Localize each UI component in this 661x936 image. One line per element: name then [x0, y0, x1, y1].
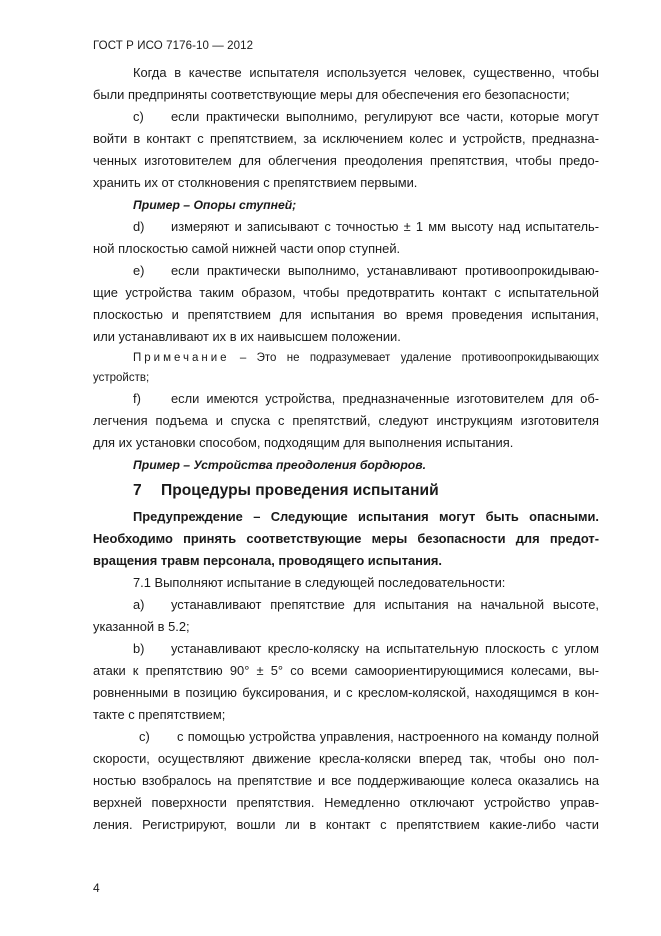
text-line: устанавливают препятствие для испытания на начальной высоте, — [171, 597, 599, 612]
warning-line: Предупреждение – Следующие испытания могут быть опасными. — [133, 509, 599, 524]
text-line: атаки к препятствию 90° ± 5° со всеми самоориентирующимися колесами, вы- — [93, 663, 599, 678]
section-heading — [93, 478, 599, 504]
document-header: ГОСТ Р ИСО 7176-10 — 2012 — [93, 40, 254, 52]
note-line: устройств; — [93, 372, 150, 384]
section-number: 7 — [133, 482, 142, 499]
list-label: c) — [133, 109, 144, 124]
text-line: ровненными в позицию буксирования, и с креслом-коляской, находящимся в кон- — [93, 685, 599, 700]
text-line: скорости, осуществляют движение кресла-коляски вперед так, чтобы оно пол- — [93, 751, 599, 766]
text-line: измеряют и записывают с точностью ± 1 мм высоту над испытатель- — [171, 219, 599, 234]
list-item-e — [93, 260, 599, 282]
text-line: плоскостью и препятствием для испытания во время проведения испытания, — [93, 307, 599, 322]
list-label: a) — [133, 597, 145, 612]
page-content — [93, 62, 599, 836]
text-line: если практически выполнимо, устанавливают противоопрокидываю- — [171, 263, 599, 278]
text-line: ностью взобралось на препятствие и все поддерживающие колеса оказались на — [93, 773, 599, 788]
note-label: Примечание — [133, 352, 230, 364]
text-line: щие устройства таким образом, чтобы предотвратить контакт с испытательной — [93, 285, 599, 300]
list-item-d — [93, 216, 599, 238]
list-item-b — [93, 638, 599, 660]
text-line: если практически выполнимо, регулируют все части, которые могут — [171, 109, 599, 124]
text-line: для их установки способом, подходящим для выполнения испытания. — [93, 435, 514, 450]
text-line: устанавливают кресло-коляску на испытательную плоскость с углом — [171, 641, 599, 656]
list-label: c) — [139, 729, 150, 744]
text-line: верхней поверхности препятствия. Немедленно отключают устройство управ- — [93, 795, 599, 810]
text-line: были предприняты соответствующие меры для обеспечения его безопасности; — [93, 87, 570, 102]
text-line: войти в контакт с препятствием, за исключением колес и устройств, предназна- — [93, 131, 599, 146]
section-title: Процедуры проведения испытаний — [161, 482, 439, 499]
text-line: 7.1 Выполняют испытание в следующей последовательности: — [133, 575, 506, 590]
text-line: или устанавливают их в их наивысшем положении. — [93, 329, 401, 344]
example-text: Пример – Устройства преодоления бордюров. — [133, 458, 426, 472]
text-line: – Это не подразумевает удаление противоопрокидывающих — [239, 352, 599, 364]
text-line: ления. Регистрируют, вошли ли в контакт с препятствием какие-либо части — [93, 817, 599, 832]
text-line: ченных изготовителем для облегчения преодоления препятствия, чтобы предо- — [93, 153, 599, 168]
list-item-a — [93, 594, 599, 616]
list-label: f) — [133, 391, 141, 406]
text-line: ной плоскостью самой нижней части опор ступней. — [93, 241, 401, 256]
list-item-c — [93, 106, 599, 128]
text-line: Когда в качестве испытателя используется человек, существенно, чтобы — [133, 65, 599, 80]
list-item-f — [93, 388, 599, 410]
text-line: если имеются устройства, предназначенные изготовителем для об- — [171, 391, 599, 406]
note-line — [93, 348, 599, 368]
text-line: с помощью устройства управления, настроенного на команду полной — [177, 729, 599, 744]
list-label: b) — [133, 641, 145, 656]
text-line: такте с препятствием; — [93, 707, 226, 722]
warning-line: Необходимо принять соответствующие меры безопасности для предот- — [93, 531, 599, 546]
example-text: Пример – Опоры ступней; — [133, 198, 297, 212]
text-line: указанной в 5.2; — [93, 619, 190, 634]
text-line: хранить их от столкновения с препятствием первыми. — [93, 175, 418, 190]
list-label: e) — [133, 263, 145, 278]
warning-line: вращения травм персонала, проводящего испытания. — [93, 553, 442, 568]
page-number: 4 — [93, 881, 100, 895]
text-line: легчения подъема и спуска с препятствий, следуют инструкциям изготовителя — [93, 413, 599, 428]
list-item-c2 — [93, 726, 599, 748]
list-label: d) — [133, 219, 145, 234]
